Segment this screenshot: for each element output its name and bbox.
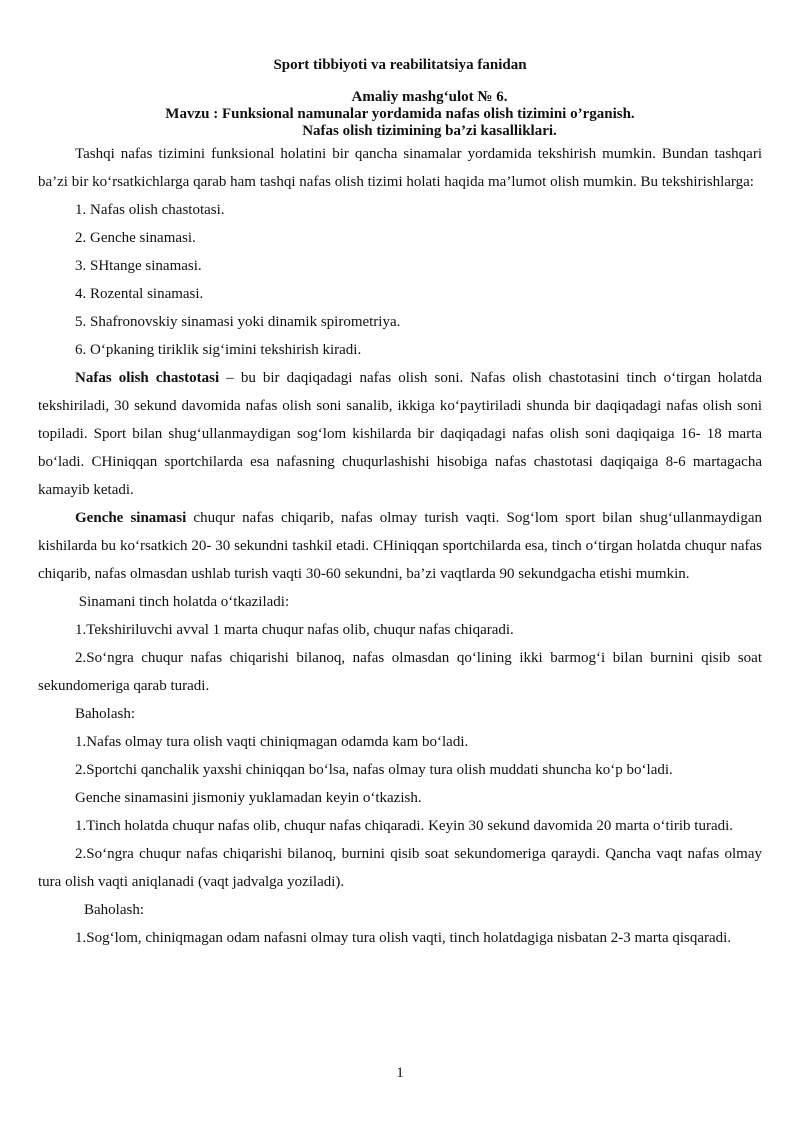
breathing-rate-text: – bu bir daqiqadagi nafas olish soni. Nafas olish chastotasini tinch o‘tirgan holatda tekshiriladi, 30 sekund davomida nafas olish soni sanalib, ikkiga ko‘paytiriladi shunda bir daqiqadagi nafas olish soni topiladi. Sport bilan shug‘ullanmaydigan sog‘lom kishilarda bir daqiqadagi nafas olish soni daqiqaiga 16- 18 marta bo‘ladi. CHiniqqan sportchilarda esa nafasning chuqurlashishi hisobiga nafas chastotasi daqiqaiga 8-6 martagacha kamayib ketadi. xyxy=(38,370,763,498)
page-number: 1 xyxy=(396,1065,404,1081)
list-item: 4. Rozental sinamasi. xyxy=(75,286,204,302)
load-eval-item: 1.Sog‘lom, chiniqmagan odam nafasni olmay tura olish vaqti, tinch holatdagiga nisbatan 2-3 marta qisqaradi. xyxy=(75,930,732,946)
rest-eval-item: 1.Nafas olmay tura olish vaqti chiniqmagan odamda kam bo‘ladi. xyxy=(75,734,469,750)
list-item: 6. O‘pkaning tiriklik sig‘imini tekshirish kiradi. xyxy=(75,342,362,358)
eval-label: Baholash: xyxy=(84,902,144,918)
list-item: 1. Nafas olish chastotasi. xyxy=(75,202,225,218)
list-item: 2. Genche sinamasi. xyxy=(75,230,196,246)
genche-paragraph xyxy=(38,504,762,588)
lesson-title: Amaliy mashg‘ulot № 6. xyxy=(351,89,508,105)
topic-line-2: Nafas olish tizimining ba’zi kasalliklari. xyxy=(302,123,557,139)
breathing-rate-term: Nafas olish chastotasi xyxy=(75,370,220,386)
breathing-rate-paragraph xyxy=(38,364,762,504)
tests-list xyxy=(38,196,762,364)
list-item: 3. SHtange sinamasi. xyxy=(75,258,202,274)
list-item: 5. Shafronovskiy sinamasi yoki dinamik spirometriya. xyxy=(75,314,401,330)
rest-step: 2.So‘ngra chuqur nafas chiqarishi bilanoq, nafas olmasdan qo‘lining ikki barmog‘i bilan burnini qisib soat sekundomeriga qarab turadi. xyxy=(38,650,762,694)
rest-step: 1.Tekshiriluvchi avval 1 marta chuqur nafas olib, chuqur nafas chiqaradi. xyxy=(75,622,514,638)
rest-intro: Sinamani tinch holatda o‘tkaziladi: xyxy=(75,594,290,610)
rest-eval-item: 2.Sportchi qanchalik yaxshi chiniqqan bo‘lsa, nafas olmay tura olish muddati shuncha ko‘p bo‘ladi. xyxy=(75,762,673,778)
eval-label: Baholash: xyxy=(75,706,135,722)
subject-title: Sport tibbiyoti va reabilitatsiya fanidan xyxy=(273,57,527,73)
genche-text: chuqur nafas chiqarib, nafas olmay turish vaqti. Sog‘lom sport bilan shug‘ullanmaydigan kishilarda bu ko‘rsatkich 20- 30 sekundni tashkil etadi. CHiniqqan sportchilarda esa, tinch o‘tirgan holatda chuqur nafas chiqarib, nafas olmasdan ushlab turish vaqti 30-60 sekundni, ba’zi vaqtlarda 90 sekundgacha etishi mumkin. xyxy=(38,510,762,582)
load-step: 2.So‘ngra chuqur nafas chiqarishi bilanoq, burnini qisib soat sekundomeriga qaraydi. Qancha vaqt nafas olmay tura olish vaqti aniqlanadi (vaqt jadvalga yoziladi). xyxy=(38,846,762,890)
intro-paragraph: Tashqi nafas tizimini funksional holatini bir qancha sinamalar yordamida tekshirish mumkin. Bundan tashqari ba’zi bir ko‘rsatkichlarga qarab ham tashqi nafas olish tizimi holati haqida ma’lumot olish mumkin. Bu tekshirishlarga: xyxy=(38,146,762,190)
topic-line-1: Mavzu : Funksional namunalar yordamida nafas olish tizimini o’rganish. xyxy=(165,106,635,122)
load-step: 1.Tinch holatda chuqur nafas olib, chuqur nafas chiqaradi. Keyin 30 sekund davomida 20 marta o‘tirib turadi. xyxy=(75,818,734,834)
load-intro: Genche sinamasini jismoniy yuklamadan keyin o‘tkazish. xyxy=(75,790,422,806)
genche-term: Genche sinamasi xyxy=(75,510,187,526)
